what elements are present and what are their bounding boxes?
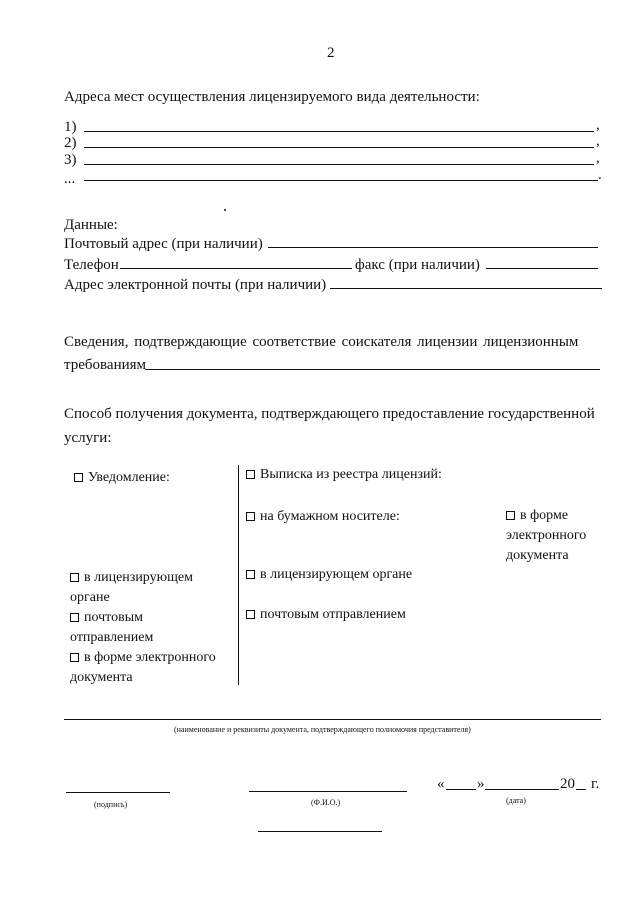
left-in-authority-option[interactable] — [70, 568, 193, 608]
addresses-heading: Адреса мест осуществления лицензируемого вида деятельности: — [64, 89, 480, 105]
electronic-form-label: документа — [506, 548, 569, 563]
electronic-form-label: электронного — [506, 528, 587, 543]
stray-dot — [224, 209, 226, 211]
representative-caption: (наименование и реквизиты документа, подтверждающего полномочия представителя) — [174, 725, 471, 734]
extract-label: Выписка из реестра лицензий: — [260, 467, 442, 482]
phone-field[interactable] — [120, 268, 352, 269]
fax-field[interactable] — [486, 268, 598, 269]
date-close-quote: » — [477, 776, 485, 792]
representative-document-field[interactable] — [64, 719, 601, 720]
address-terminator: , — [596, 133, 600, 149]
extra-field[interactable] — [258, 831, 382, 832]
address-item-label: 1) — [64, 119, 77, 135]
delivery-line1: Способ получения документа, подтверждающего предоставление государственной — [64, 406, 595, 422]
left-electronic-label: в форме электронного — [84, 650, 216, 665]
address-line[interactable] — [84, 147, 594, 148]
checkbox-icon[interactable] — [246, 512, 255, 521]
address-line[interactable] — [84, 180, 598, 181]
delivery-line2: услуги: — [64, 430, 112, 446]
date-caption: (дата) — [506, 796, 526, 805]
date-year-suffix: г. — [591, 776, 600, 792]
checkbox-icon[interactable] — [246, 610, 255, 619]
data-heading: Данные: — [64, 217, 118, 233]
signature-field[interactable] — [66, 792, 170, 793]
checkbox-icon[interactable] — [70, 653, 79, 662]
notification-option[interactable] — [74, 469, 170, 487]
electronic-form-label: в форме — [520, 508, 569, 523]
address-terminator: , — [596, 150, 600, 166]
left-by-mail-option[interactable] — [70, 608, 153, 648]
page-number: 2 — [327, 45, 335, 61]
address-item-label: 3) — [64, 152, 77, 168]
email-field[interactable] — [330, 288, 602, 289]
requirements-field[interactable] — [145, 369, 600, 370]
date-year-prefix: 20 — [560, 776, 575, 792]
phone-label: Телефон — [64, 257, 119, 273]
mid-in-authority-label: в лицензирующем органе — [260, 567, 413, 582]
checkbox-icon[interactable] — [70, 573, 79, 582]
address-line[interactable] — [84, 164, 594, 165]
checkbox-icon[interactable] — [70, 613, 79, 622]
fio-field[interactable] — [249, 791, 407, 792]
email-label: Адрес электронной почты (при наличии) — [64, 277, 327, 293]
postal-address-field[interactable] — [268, 247, 598, 248]
options-divider — [238, 465, 239, 685]
left-in-authority-label: в лицензирующем — [84, 570, 193, 585]
date-day-field[interactable] — [446, 789, 476, 790]
extract-option[interactable] — [246, 466, 442, 484]
left-in-authority-label: органе — [70, 590, 110, 605]
mid-in-authority-option[interactable] — [246, 566, 412, 584]
left-electronic-label: документа — [70, 670, 133, 685]
date-year-field[interactable] — [576, 789, 586, 790]
checkbox-icon[interactable] — [506, 511, 515, 520]
date-open-quote: « — [437, 776, 445, 792]
fax-label: факс (при наличии) — [355, 257, 480, 273]
postal-label: Почтовый адрес (при наличии) — [64, 236, 263, 252]
electronic-form-option[interactable] — [506, 506, 586, 566]
address-item-label: ... — [64, 171, 76, 187]
paper-option[interactable] — [246, 508, 400, 526]
checkbox-icon[interactable] — [74, 473, 83, 482]
date-month-field[interactable] — [485, 789, 559, 790]
fio-caption: (Ф.И.О.) — [311, 798, 341, 807]
address-terminator: , — [596, 117, 600, 133]
requirements-line2: требованиям — [64, 357, 147, 373]
left-by-mail-label: почтовым — [84, 610, 143, 625]
address-item-label: 2) — [64, 135, 77, 151]
checkbox-icon[interactable] — [246, 470, 255, 479]
left-electronic-option[interactable] — [70, 648, 216, 688]
signature-caption: (подпись) — [94, 800, 128, 809]
address-line[interactable] — [84, 131, 594, 132]
left-by-mail-label: отправлением — [70, 630, 154, 645]
mid-by-mail-label: почтовым отправлением — [260, 607, 406, 622]
address-terminator: . — [598, 167, 602, 183]
requirements-line1: Сведения, подтверждающие соответствие соискателя лицензии лицензионным — [64, 334, 579, 350]
paper-label: на бумажном носителе: — [260, 509, 400, 524]
mid-by-mail-option[interactable] — [246, 606, 406, 624]
checkbox-icon[interactable] — [246, 570, 255, 579]
notification-label: Уведомление: — [88, 470, 170, 485]
